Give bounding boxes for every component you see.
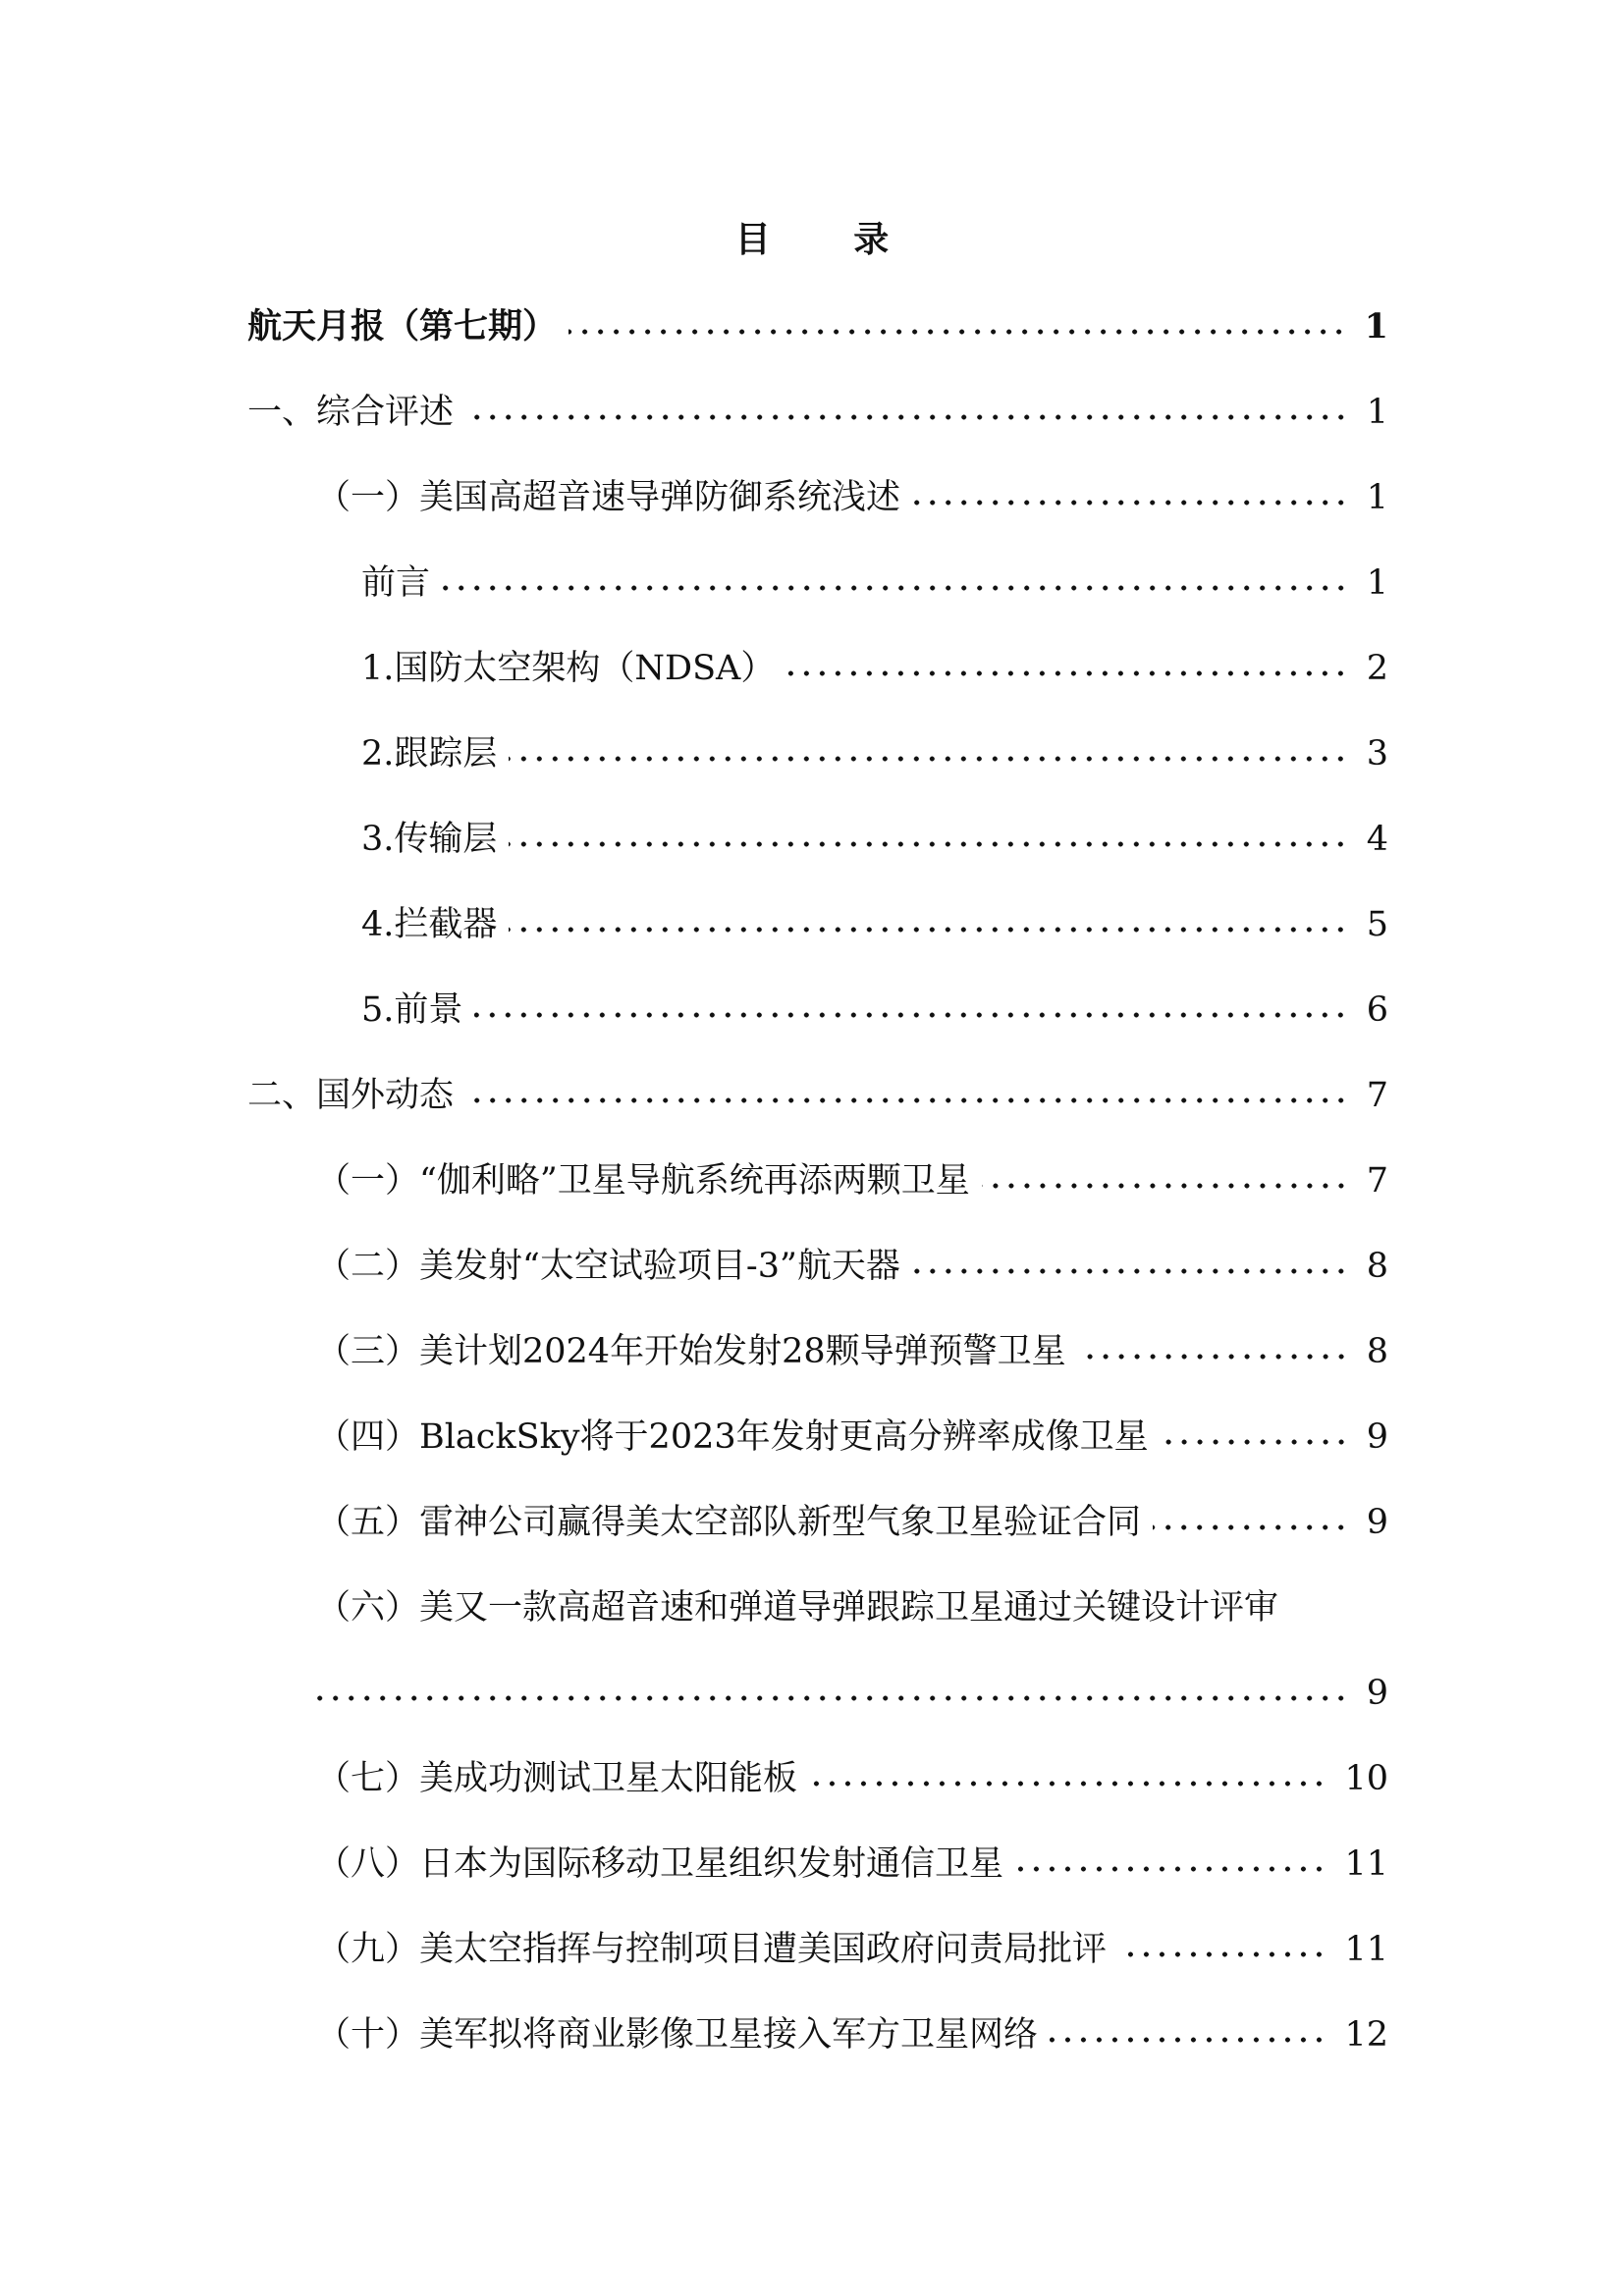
toc-page-number: 11: [1344, 1930, 1388, 1969]
dot-leader: [1161, 1439, 1349, 1445]
toc-entry-label: （四）BlackSky将于2023年发射更高分辨率成像卫星: [316, 1417, 1149, 1457]
dot-leader: [786, 670, 1348, 676]
toc-entry-label: （三）美计划2024年开始发射28颗导弹预警卫星: [316, 1332, 1066, 1371]
toc-entry-label: （十）美军拟将商业影像卫星接入军方卫星网络: [316, 2015, 1039, 2055]
toc-entry[interactable]: [247, 385, 1388, 440]
toc-entry-label: 4.拦截器: [361, 905, 498, 944]
dot-leader: [1050, 2037, 1326, 2043]
toc-entry[interactable]: [316, 1153, 1388, 1208]
dot-leader: [1015, 1866, 1326, 1872]
toc-entry[interactable]: [361, 556, 1388, 611]
toc-page-number: 9: [1366, 1417, 1388, 1457]
dot-leader: [982, 1183, 1349, 1189]
toc-title: 目 录: [734, 219, 925, 260]
toc-page-number: 1: [1364, 306, 1388, 347]
toc-page-number: 10: [1344, 1759, 1388, 1798]
toc-entry[interactable]: [316, 1239, 1388, 1294]
dot-leader: [1153, 1524, 1349, 1530]
dot-leader: [465, 414, 1349, 420]
toc-entry[interactable]: [316, 2007, 1388, 2062]
toc-entry-label: 2.跟踪层: [361, 734, 498, 774]
toc-entry-label: （七）美成功测试卫星太阳能板: [316, 1759, 798, 1798]
toc-page-number: 6: [1366, 990, 1388, 1030]
dot-leader: [316, 1695, 1349, 1701]
dot-leader: [474, 1012, 1348, 1018]
toc-entry-label: （一）“伽利略”卫星导航系统再添两颗卫星: [316, 1161, 970, 1201]
toc-page-number: 2: [1366, 649, 1388, 688]
toc-entry[interactable]: [247, 299, 1388, 354]
dot-leader: [809, 1781, 1326, 1787]
toc-page-number: 5: [1366, 905, 1388, 944]
toc-page-number: 11: [1344, 1844, 1388, 1884]
toc-page-number: 12: [1344, 2015, 1388, 2055]
toc-entry-label: （九）美太空指挥与控制项目遭美国政府问责局批评: [316, 1930, 1108, 1969]
dot-leader: [1118, 1951, 1326, 1957]
dot-leader: [442, 585, 1349, 591]
toc-page-number: 1: [1366, 563, 1388, 603]
toc-page-number: 1: [1366, 478, 1388, 517]
dot-leader: [509, 841, 1348, 847]
toc-entry-label: 1.国防太空架构（NDSA）: [361, 649, 776, 688]
toc-page-number: 9: [1366, 1503, 1388, 1542]
toc-entry[interactable]: [316, 1324, 1388, 1379]
toc-page-number: 7: [1366, 1161, 1388, 1201]
toc-entry[interactable]: [316, 1837, 1388, 1892]
toc-entry[interactable]: [361, 812, 1388, 867]
dot-leader: [465, 1097, 1349, 1103]
toc-entry-continuation[interactable]: [316, 1666, 1388, 1721]
toc-entry-label: 航天月报（第七期）: [247, 306, 558, 347]
toc-entry-label: （二）美发射“太空试验项目-3”航天器: [316, 1247, 900, 1286]
toc-entry[interactable]: [361, 726, 1388, 781]
toc-entry[interactable]: [316, 1580, 1388, 1635]
toc-page-number: 1: [1366, 393, 1388, 432]
dot-leader: [509, 756, 1348, 762]
dot-leader: [912, 500, 1349, 506]
toc-entry-label: （六）美又一款高超音速和弹道导弹跟踪卫星通过关键设计评审: [316, 1588, 1279, 1628]
toc-entry[interactable]: [316, 1751, 1388, 1806]
toc-entry[interactable]: [361, 641, 1388, 696]
toc-page-number: 7: [1366, 1076, 1388, 1115]
toc-entry[interactable]: [247, 1068, 1388, 1123]
toc-entry-label: （一）美国高超音速导弹防御系统浅述: [316, 478, 901, 517]
toc-entry[interactable]: [316, 1495, 1388, 1550]
toc-entry[interactable]: [316, 1922, 1388, 1977]
toc-entry[interactable]: [316, 470, 1388, 525]
toc-entry-label: 5.前景: [361, 990, 463, 1030]
toc-entry[interactable]: [361, 983, 1388, 1038]
toc-entry-label: 3.传输层: [361, 820, 498, 859]
dot-leader: [1078, 1354, 1349, 1360]
toc-entry[interactable]: [316, 1410, 1388, 1465]
toc-entry-label: 一、综合评述: [247, 393, 455, 432]
toc-entry-label: 前言: [361, 563, 431, 603]
toc-page-number: 8: [1366, 1247, 1388, 1286]
toc-page-number: 4: [1366, 820, 1388, 859]
toc-entry[interactable]: [361, 897, 1388, 952]
dot-leader: [912, 1268, 1349, 1274]
dot-leader: [509, 927, 1348, 933]
toc-entry-label: （五）雷神公司赢得美太空部队新型气象卫星验证合同: [316, 1503, 1142, 1542]
toc-entry-label: （八）日本为国际移动卫星组织发射通信卫星: [316, 1844, 1004, 1884]
toc-page-number: 9: [1366, 1674, 1388, 1713]
toc-entry-label: 二、国外动态: [247, 1076, 455, 1115]
toc-page-number: 8: [1366, 1332, 1388, 1371]
dot-leader: [568, 329, 1347, 335]
toc-page-number: 3: [1366, 734, 1388, 774]
